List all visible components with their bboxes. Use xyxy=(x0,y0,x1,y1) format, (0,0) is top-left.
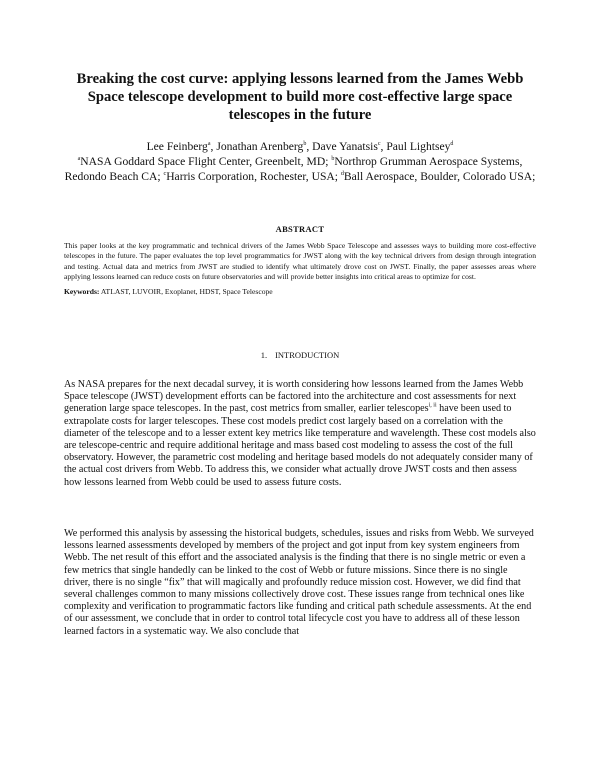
paper-title: Breaking the cost curve: applying lessons learned from the James Webb Space telescope development to build more cost-effective large space telescopes in the future xyxy=(76,71,524,123)
section-title: INTRODUCTION xyxy=(275,350,340,360)
paragraph-text: have been used to extrapolate costs for larger telescopes. These cost models predict cost largely based on a correlation with the diameter of the telescope and to a lesser extent key metrics like temperature and wavelength. These cost models also are telescope-centric and require additional heritage and mass based cost modeling to assess the cost of the full observatory. However, the parametric cost modeling and heritage based models do not adequately consider many of the actual cost drivers from Webb. To address this, we consider what actually drove JWST costs and then assess how lessons learned from Webb could be used to assess future costs. xyxy=(64,403,536,488)
section-heading xyxy=(0,350,600,360)
affiliation: Northrop Grumman Aerospace Systems, Redondo Beach CA; xyxy=(64,155,523,183)
paragraph: We performed this analysis by assessing the historical budgets, schedules, issues and risks from Webb. We surveyed lessons learned assessments developed by members of the project and got input from key system engineers from Webb. The net result of this effort and the associated analysis is the finding that there is no single metric or even a few metrics that single handedly can be linked to the cost of Webb or future missions. Since there is no single driver, there is no single “fix” that will magically and profoundly reduce mission cost. However, we did find that several challenges common to many missions collectively drove cost. These issues range from technical ones like complexity and verification to programmatic factors like funding and critical path schedule assessments. At the end of our assessment, we conclude that in order to control total lifecycle cost you have to address all of these lesson learned factors in a systematic way. We also conclude that xyxy=(64,528,534,637)
author-name: Jonathan Arenberg xyxy=(216,140,304,153)
affiliation: Ball Aerospace, Boulder, Colorado USA; xyxy=(343,170,536,183)
affiliation-list xyxy=(60,154,540,184)
abstract-text: This paper looks at the key programmatic and technical drivers of the James Webb Space Telescope and assesses ways to building more cost-effective telescopes in the future. The paper evaluates the top level programmatics for JWST along with the key technical drivers from design through integration and testing. Actual data and metrics from JWST are studied to identify what ultimately drove cost on JWST. Finally, the paper assesses areas where applying lessons learned can reduce costs on future observatories and will provide better insights into critical areas to optimize for cost. xyxy=(64,241,536,282)
affiliation: Harris Corporation, Rochester, USA; xyxy=(166,170,341,183)
author-name: Dave Yanatsis xyxy=(312,140,378,153)
paragraph-text: As NASA prepares for the next decadal survey, it is worth considering how lessons learned from the James Webb Space telescope (JWST) development efforts can be factored into the architecture and cost assessments for next generation large space telescopes. In the past, cost metrics from smaller, earlier telescopes xyxy=(64,379,524,415)
abstract-heading: ABSTRACT xyxy=(275,224,325,234)
affiliation-mark: a xyxy=(77,156,81,163)
keywords-label: Keywords: xyxy=(64,287,100,296)
author-block xyxy=(60,139,540,184)
affiliation-mark: d xyxy=(340,171,344,178)
paragraph xyxy=(64,379,536,489)
author-affiliation-mark: a xyxy=(207,141,211,148)
author-name: Lee Feinberg xyxy=(146,140,208,153)
keywords xyxy=(64,287,536,297)
keywords-text: ATLAST, LUVOIR, Exoplanet, HDST, Space Telescope xyxy=(99,287,273,296)
section-number: 1. xyxy=(260,350,268,360)
author-affiliation-mark: b xyxy=(303,141,307,148)
affiliation-mark: c xyxy=(163,171,167,178)
author-name: Paul Lightsey xyxy=(386,140,451,153)
author-list: Lee Feinberg$^a$, Jonathan Arenberg$^b$, Dave Yanatsis$^c$, Paul Lightsey$^d$ xyxy=(146,140,454,153)
citation-mark: i, ii xyxy=(428,403,437,410)
affiliation: NASA Goddard Space Flight Center, Greenbelt, MD; xyxy=(80,155,332,168)
affiliation-mark: b xyxy=(331,156,335,163)
author-affiliation-mark: c xyxy=(377,141,381,148)
author-affiliation-mark: d xyxy=(450,141,454,148)
